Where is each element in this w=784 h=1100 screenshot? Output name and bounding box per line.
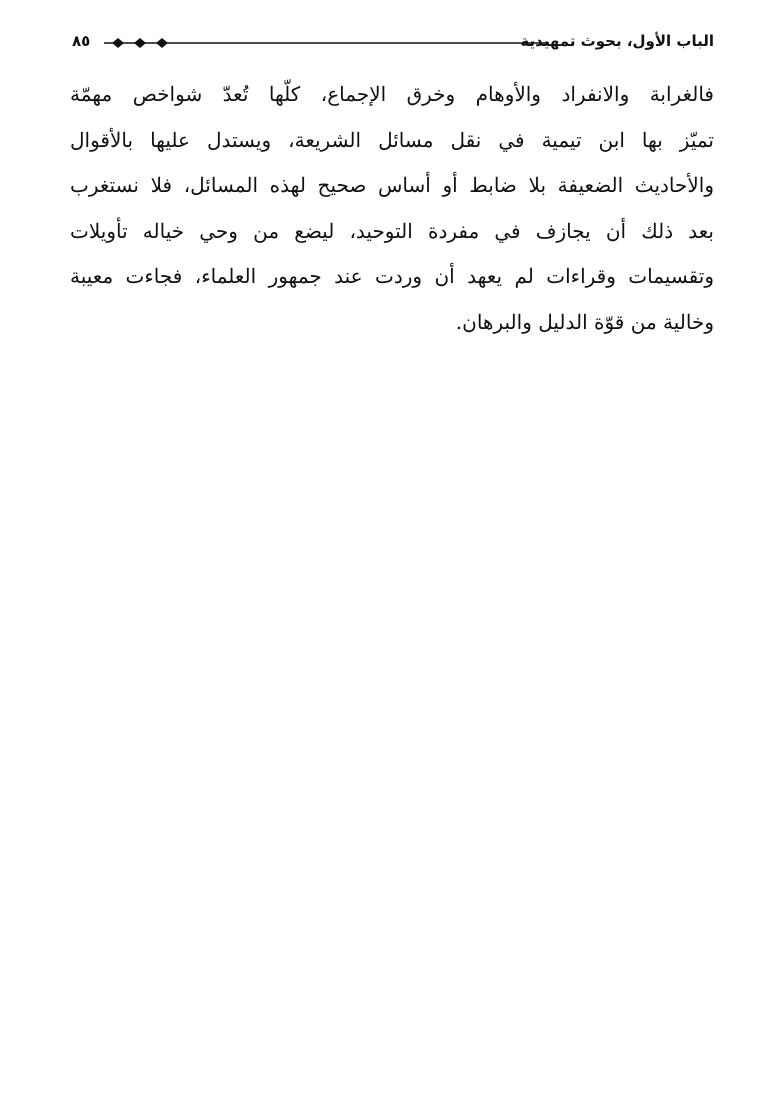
body-line: بعد ذلك أن يجازف في مفردة التوحيد، ليضع من وحي خياله تأويلات xyxy=(70,218,714,243)
header-ornament-rule xyxy=(104,28,549,58)
diamond-icon xyxy=(112,38,124,48)
body-line: وتقسيمات وقراءات لم يعهد أن وردت عند جمهور العلماء، فجاءت معيبة xyxy=(70,264,714,288)
page-number: ٨٥ xyxy=(72,32,91,50)
body-line: فالغرابة والانفراد والأوهام وخرق الإجماع، كلّها تُعدّ شواخص مهمّة xyxy=(70,82,714,106)
diamond-icon xyxy=(134,38,146,48)
running-header xyxy=(70,28,714,58)
diamond-icon xyxy=(156,38,168,48)
body-line: والأحاديث الضعيفة بلا ضابط أو أساس صحيح لهذه المسائل، فلا نستغرب xyxy=(70,173,714,197)
body-line: تميّز بها ابن تيمية في نقل مسائل الشريعة، ويستدل عليها بالأقوال xyxy=(70,127,714,152)
body-paragraph xyxy=(70,72,714,345)
body-line: وخالية من قوّة الدليل والبرهان. xyxy=(455,309,714,334)
chapter-title: الباب الأول، بحوث تمهيدية xyxy=(520,32,714,50)
